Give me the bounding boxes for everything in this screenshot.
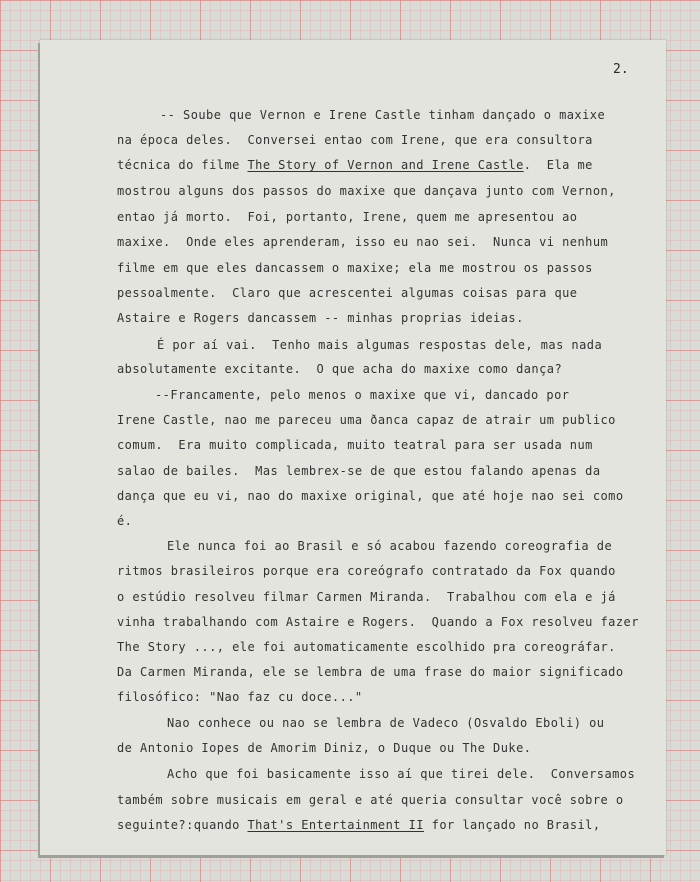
text-line: dança que eu vi, nao do maxixe original, que até hoje nao sei como bbox=[117, 489, 624, 503]
text-line: filme em que eles dancassem o maxixe; ela me mostrou os passos bbox=[117, 261, 593, 275]
film-title: That's Entertainment II bbox=[247, 818, 424, 832]
text-line: É por aí vai. Tenho mais algumas respostas dele, mas nada bbox=[157, 338, 603, 352]
text-line: vinha trabalhando com Astaire e Rogers. Quando a Fox resolveu fazer bbox=[117, 615, 639, 629]
page-number: 2. bbox=[613, 62, 629, 77]
text-line: entao já morto. Foi, portanto, Irene, quem me apresentou ao bbox=[117, 210, 578, 224]
text-line: Ele nunca foi ao Brasil e só acabou fazendo coreografia de bbox=[167, 539, 613, 553]
text-line: -- Soube que Vernon e Irene Castle tinham dançado o maxixe bbox=[160, 108, 606, 122]
text-line: é. bbox=[117, 514, 133, 528]
text-line: técnica do filme The Story of Vernon and Irene Castle. Ela me bbox=[117, 158, 593, 172]
text-line: Acho que foi basicamente isso aí que tirei dele. Conversamos bbox=[167, 767, 636, 781]
text-line: na época deles. Conversei entao com Irene, que era consultora bbox=[117, 133, 593, 147]
text-line: comum. Era muito complicada, muito teatral para ser usada num bbox=[117, 438, 593, 452]
text-line: seguinte?:quando That's Entertainment II for lançado no Brasil, bbox=[117, 818, 601, 832]
text-line: o estúdio resolveu filmar Carmen Miranda. Trabalhou com ela e já bbox=[117, 590, 616, 604]
text-line: Da Carmen Miranda, ele se lembra de uma frase do maior significado bbox=[117, 665, 624, 679]
text-line: salao de bailes. Mas lembrex-se de que estou falando apenas da bbox=[117, 464, 601, 478]
text-line: Nao conhece ou nao se lembra de Vadeco (Osvaldo Eboli) ou bbox=[167, 716, 605, 730]
text-line: absolutamente excitante. O que acha do maxixe como dança? bbox=[117, 362, 563, 376]
text-line: Astaire e Rogers dancassem -- minhas proprias ideias. bbox=[117, 311, 524, 325]
text-line: Irene Castle, nao me pareceu uma ðanca capaz de atrair um publico bbox=[117, 413, 616, 427]
text-line: filosófico: "Nao faz cu doce..." bbox=[117, 690, 363, 704]
text-line: pessoalmente. Claro que acrescentei algumas coisas para que bbox=[117, 286, 578, 300]
typed-page bbox=[40, 40, 666, 855]
text-line: --Francamente, pelo menos o maxixe que vi, dancado por bbox=[155, 388, 570, 402]
text-line: também sobre musicais em geral e até queria consultar você sobre o bbox=[117, 793, 624, 807]
text-line: maxixe. Onde eles aprenderam, isso eu nao sei. Nunca vi nenhum bbox=[117, 235, 609, 249]
film-title: The Story of Vernon and Irene Castle bbox=[247, 158, 524, 172]
text-line: mostrou alguns dos passos do maxixe que dançava junto com Vernon, bbox=[117, 184, 616, 198]
text-line: de Antonio Iopes de Amorim Diniz, o Duque ou The Duke. bbox=[117, 741, 532, 755]
text-line: The Story ..., ele foi automaticamente escolhido pra coreográfar. bbox=[117, 640, 616, 654]
text-line: ritmos brasileiros porque era coreógrafo contratado da Fox quando bbox=[117, 564, 616, 578]
